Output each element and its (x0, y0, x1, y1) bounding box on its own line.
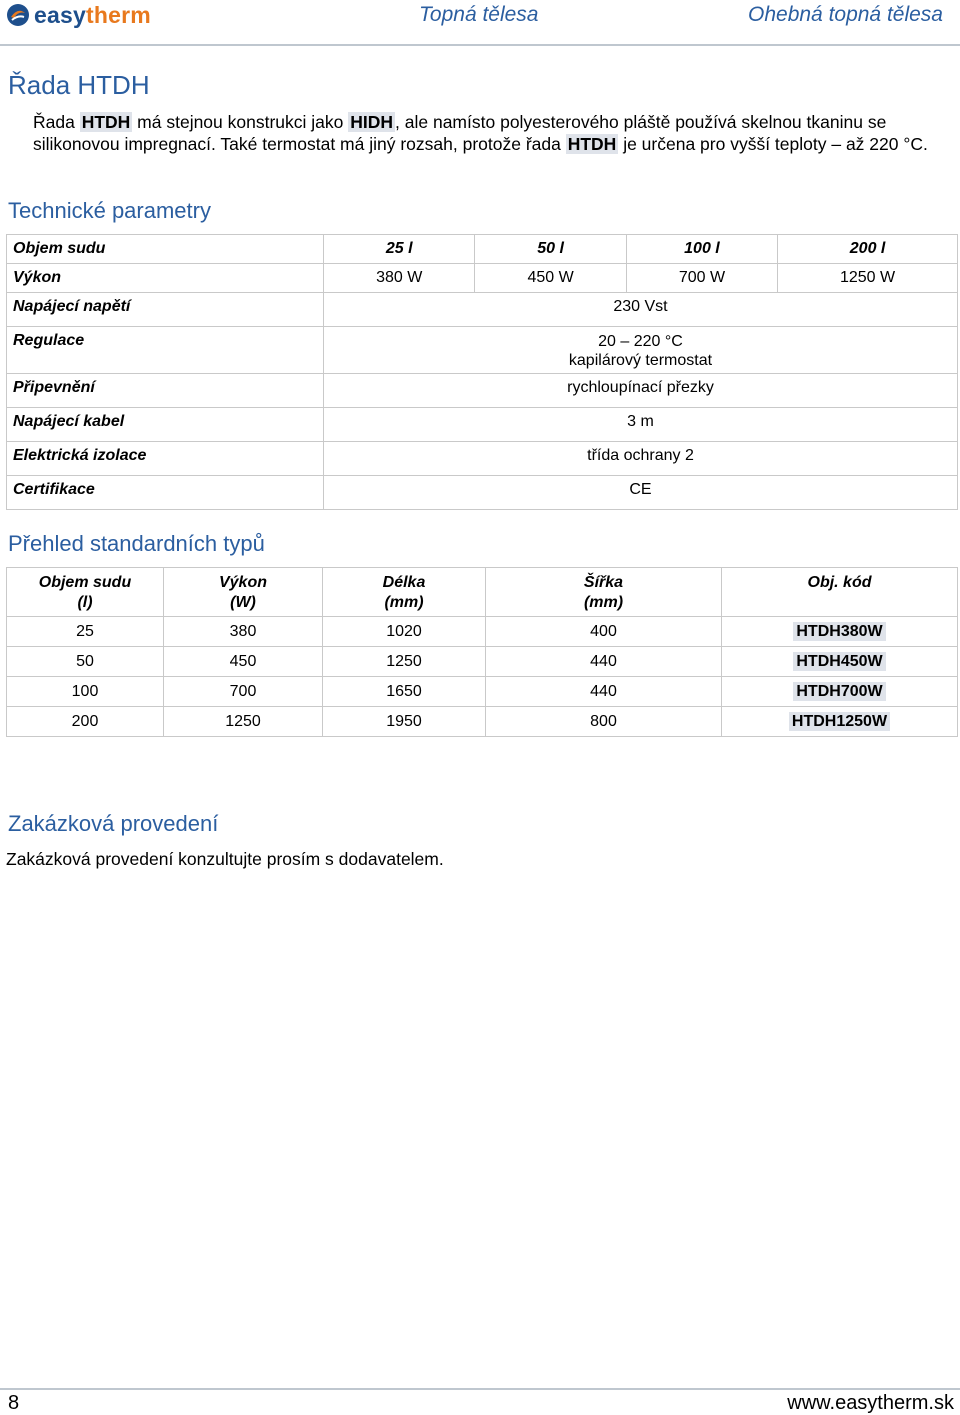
cell-volume: 200 (7, 707, 164, 737)
cell-width: 400 (486, 617, 722, 647)
column-header (486, 568, 722, 617)
header-line: Délka (382, 574, 426, 591)
table-row (7, 293, 958, 327)
volume-header: 25 l (324, 235, 475, 264)
power-value: 1250 W (778, 264, 958, 293)
cell-width: 440 (486, 647, 722, 677)
order-code: HTDH380W (793, 622, 885, 641)
table-row (7, 235, 958, 264)
header-line: Výkon (218, 574, 267, 591)
cell-power: 700 (164, 677, 323, 707)
cell-length: 1250 (323, 647, 486, 677)
standard-types-table (6, 567, 958, 737)
table-row (7, 264, 958, 293)
cell-power: 450 (164, 647, 323, 677)
row-value (324, 327, 958, 374)
logo-icon (6, 3, 30, 27)
cell-code (722, 647, 958, 677)
website-link[interactable]: www.easytherm.sk (787, 1392, 954, 1414)
cell-volume: 25 (7, 617, 164, 647)
row-value: rychloupínací přezky (324, 374, 958, 408)
table-row (7, 707, 958, 737)
column-header (722, 568, 958, 617)
regulation-range: 20 – 220 °C (598, 333, 683, 350)
header-category-heating: Topná tělesa (419, 3, 539, 26)
regulation-type: kapilárový termostat (568, 352, 713, 369)
cell-length: 1020 (323, 617, 486, 647)
row-value: 3 m (324, 408, 958, 442)
overview-heading: Přehled standardních typů (8, 531, 265, 556)
row-label: Regulace (7, 327, 324, 374)
row-label: Napájecí kabel (7, 408, 324, 442)
row-label: Objem sudu (7, 235, 324, 264)
cell-code (722, 677, 958, 707)
intro-text: má stejnou konstrukci jako (132, 112, 349, 132)
row-value: CE (324, 476, 958, 510)
row-label: Napájecí napětí (7, 293, 324, 327)
row-label: Certifikace (7, 476, 324, 510)
column-header (7, 568, 164, 617)
code-highlight: HIDH (350, 112, 394, 132)
logo-text-easy: easy (34, 2, 86, 28)
page-header (0, 0, 960, 46)
order-code: HTDH1250W (789, 712, 890, 731)
cell-length: 1950 (323, 707, 486, 737)
volume-header: 200 l (778, 235, 958, 264)
intro-text: Řada (33, 112, 80, 132)
header-category-flexible: Ohebná topná tělesa (748, 3, 943, 26)
column-header (164, 568, 323, 617)
header-unit: (l) (77, 594, 93, 611)
row-value: 230 Vst (324, 293, 958, 327)
power-value: 380 W (324, 264, 475, 293)
footer-divider (0, 1388, 960, 1390)
table-row (7, 647, 958, 677)
page-number: 8 (8, 1392, 20, 1414)
table-header-row (7, 568, 958, 617)
logo-text-therm: therm (85, 2, 151, 28)
row-label: Elektrická izolace (7, 442, 324, 476)
custom-heading: Zakázková provedení (8, 811, 219, 836)
volume-header: 100 l (626, 235, 777, 264)
cell-power: 380 (164, 617, 323, 647)
code-highlight: HTDH (567, 133, 617, 154)
header-unit: (W) (230, 594, 256, 611)
row-label: Připevnění (7, 374, 324, 408)
cell-code (722, 707, 958, 737)
intro-text: je určena pro vyšší teploty – až 220 °C. (618, 133, 928, 154)
power-value: 450 W (475, 264, 626, 293)
header-line: Obj. kód (807, 574, 872, 591)
table-row (7, 408, 958, 442)
page-title: Řada HTDH (8, 70, 150, 100)
header-unit: (mm) (583, 594, 624, 611)
cell-width: 800 (486, 707, 722, 737)
custom-text: Zakázková provedení konzultujte prosím s dodavatelem. (6, 849, 444, 869)
header-line: Objem sudu (38, 574, 132, 591)
intro-text: , ale namísto polyesterového pláště používá skelnou tkaninu se silikonovou impregnací. Také termostat má jiný rozsah, protože řada (33, 112, 887, 154)
intro-paragraph (33, 112, 948, 155)
header-line: Šířka (583, 574, 624, 591)
table-row (7, 677, 958, 707)
volume-header: 50 l (475, 235, 626, 264)
table-row (7, 442, 958, 476)
cell-volume: 50 (7, 647, 164, 677)
column-header (323, 568, 486, 617)
cell-width: 440 (486, 677, 722, 707)
logo (6, 2, 151, 28)
tech-params-heading: Technické parametry (8, 198, 211, 223)
tech-params-table (6, 234, 958, 510)
row-label: Výkon (7, 264, 324, 293)
cell-code (722, 617, 958, 647)
power-value: 700 W (626, 264, 777, 293)
table-row (7, 374, 958, 408)
order-code: HTDH700W (793, 682, 885, 701)
code-highlight: HTDH (81, 112, 131, 132)
cell-volume: 100 (7, 677, 164, 707)
header-unit: (mm) (384, 594, 424, 611)
order-code: HTDH450W (793, 652, 885, 671)
cell-power: 1250 (164, 707, 323, 737)
table-row (7, 476, 958, 510)
row-value: třída ochrany 2 (324, 442, 958, 476)
table-row (7, 327, 958, 374)
cell-length: 1650 (323, 677, 486, 707)
table-row (7, 617, 958, 647)
